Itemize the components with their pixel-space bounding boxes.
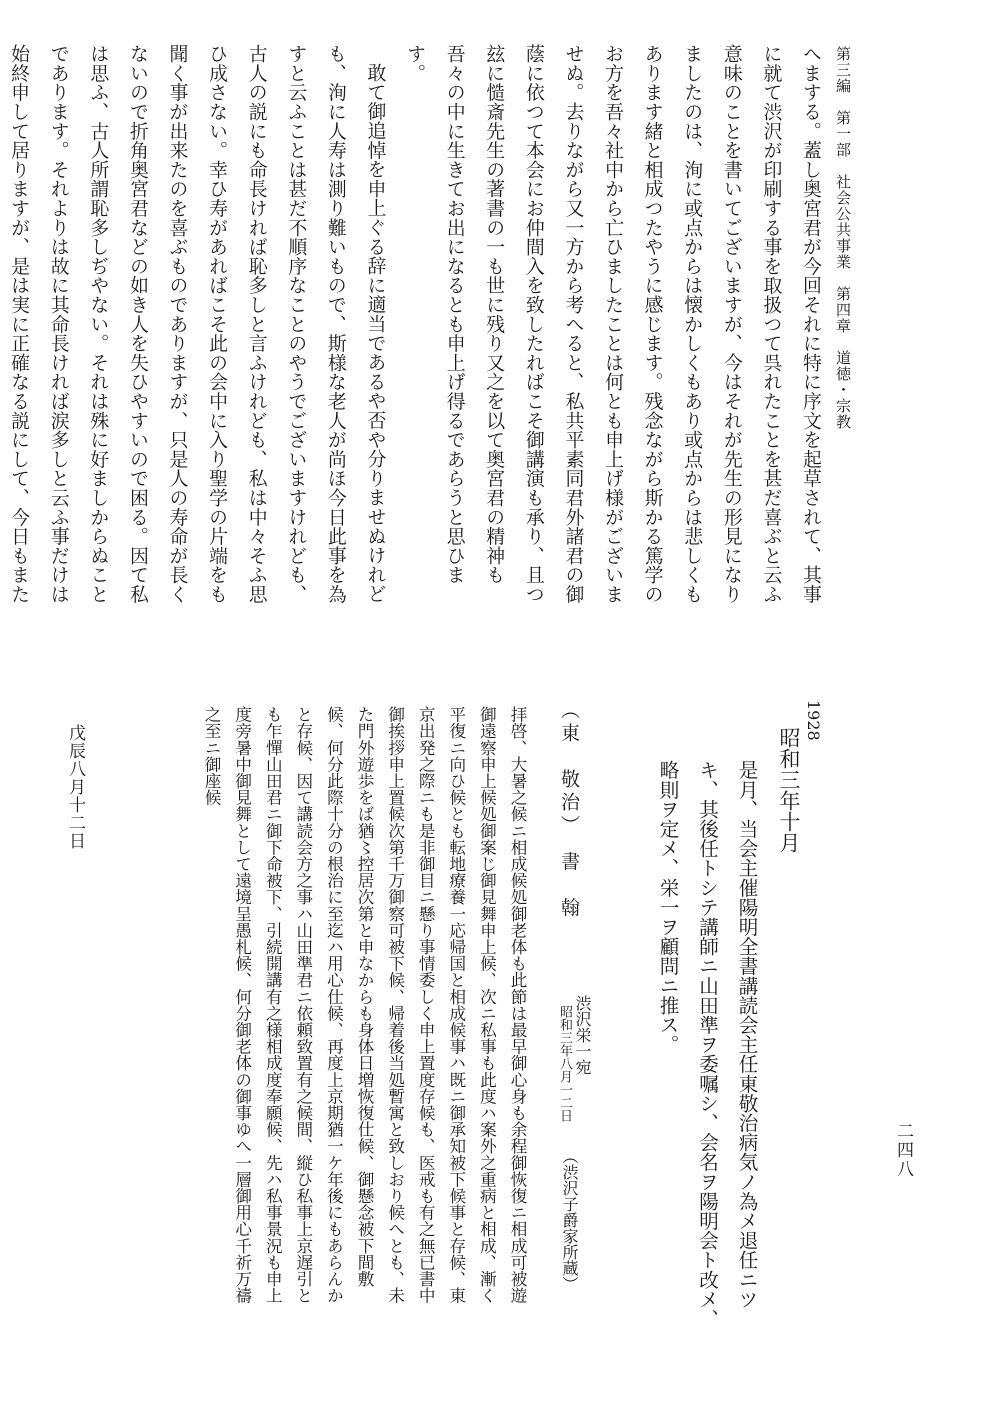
- page-number: 二四八: [893, 1122, 913, 1179]
- letter-addressee: 渋沢栄一宛: [573, 995, 592, 1075]
- entry-body: [650, 760, 766, 1330]
- speech-paragraph: へまする。蓋し奥宮君が今回それに特に序文を起草されて、其事に就て渋沢が印刷する事を取扱つて呉れたことを甚だ喜ぶと云ふ意味のことを書いてございますが、今はそれが先生の形見になりましたのは、洵に或点からは懐かしくもあり或点からは悲しくもあります緒と相成つたやうに感じます。残念ながら斯かる篤学のお方を吾々社中から亡ひましたことは何とも申上げ様がございませぬ。去りながら又一方から考へると、私共平素同君外諸君の御蔭に依つて本会にお仲間入を致したればこそ御講演も承り、且つ玆に慥斎先生の著書の一も世に残り又之を以て奥宮君の精神も吾々の中に生きてお出になるとも申上げ得るであらうと思ひます。: [404, 44, 822, 604]
- letter-body: [102, 706, 532, 1320]
- speech-text-block: [8, 44, 830, 604]
- letter-source: （渋沢子爵家所蔵）: [560, 1148, 579, 1292]
- letter-closing-date: 戊辰八月十二日: [65, 724, 85, 850]
- letter-title: （東 敬治） 書 翰: [558, 700, 580, 921]
- running-head: 第三編 第一部 社会公共事業 第四章 道徳・宗教: [834, 46, 852, 430]
- letter-date: 昭和三年八月一二日: [557, 1005, 572, 1122]
- speech-paragraph: 敢て御追悼を申上ぐる辞に適当であるや否や分りませぬけれども、洵に人寿は測り難いもので、斯様な老人が尚ほ今日此事を為すと云ふことは甚だ不順序なことのやうでございますけれども、古人の説にも命長ければ恥多しと言ふけれども、私は中々そふ思ひ成さない。幸ひ寿があればこそ此の会中に入り聖学の片端をも聞く事が出来たのを喜ぶものでありますが、只是人の寿命が長くないので折角奥宮君などの如き人を失ひやすいので困る。因て私は思ふ、古人所謂恥多しぢやない。それは殊に好ましからぬことであります。それよりは故に其命長ければ涙多しと云ふ事だけは始終申して居りますが、是は実に正確なる説にして、今日もまた: [8, 44, 387, 604]
- entry-date: 昭和三年十月: [777, 727, 801, 853]
- entry-text: 是月、当会主催陽明全書講読会主任東敬治病気ノ為メ退任ニツキ、其後任トシテ講師ニ山田準ヲ委嘱シ、会名ヲ陽明会ト改メ、略則ヲ定メ、栄一ヲ顧問ニ推ス。: [656, 760, 758, 1329]
- entry-number: 1928: [804, 700, 823, 741]
- letter-text: 拝啓、大暑之候ニ相成候処御老体も此節は最早御心身も余程御恢復ニ相成可被遊御遠察申上候処御案じ御見舞申上候、次ニ私事も此度ハ案外之重病と相成、漸く平復ニ向ひ候とも転地療養一応帰国と相成候事ハ既ニ御承知被下候事と存候、東京出発之際ニも是非御目ニ懸り事情委しく申上置度存候も、医戒も有之無已書中御挨拶申上置候次第千万御察可被下候、帰着後当処暫寓と致しおり候へとも、未た門外遊歩をば猶〻控居次第と申なからも身体日増恢復仕候、御懸念被下間敷候、何分此際十分の根治に至迄ハ用心仕候、再度上京期猶一ケ年後にもあらんかと存候、因て講読会方之事ハ山田準君ニ依頼致置有之候間、縦ひ私事上京遅引とも乍憚山田君ニ御下命被下、引続開講有之様相成度奉願候、先ハ私事景況も申上度旁暑中御見舞として遠境呈愚札候、何分御老体の御事ゆへ一層御用心千祈万禱之至ニ御座候: [202, 706, 527, 1304]
